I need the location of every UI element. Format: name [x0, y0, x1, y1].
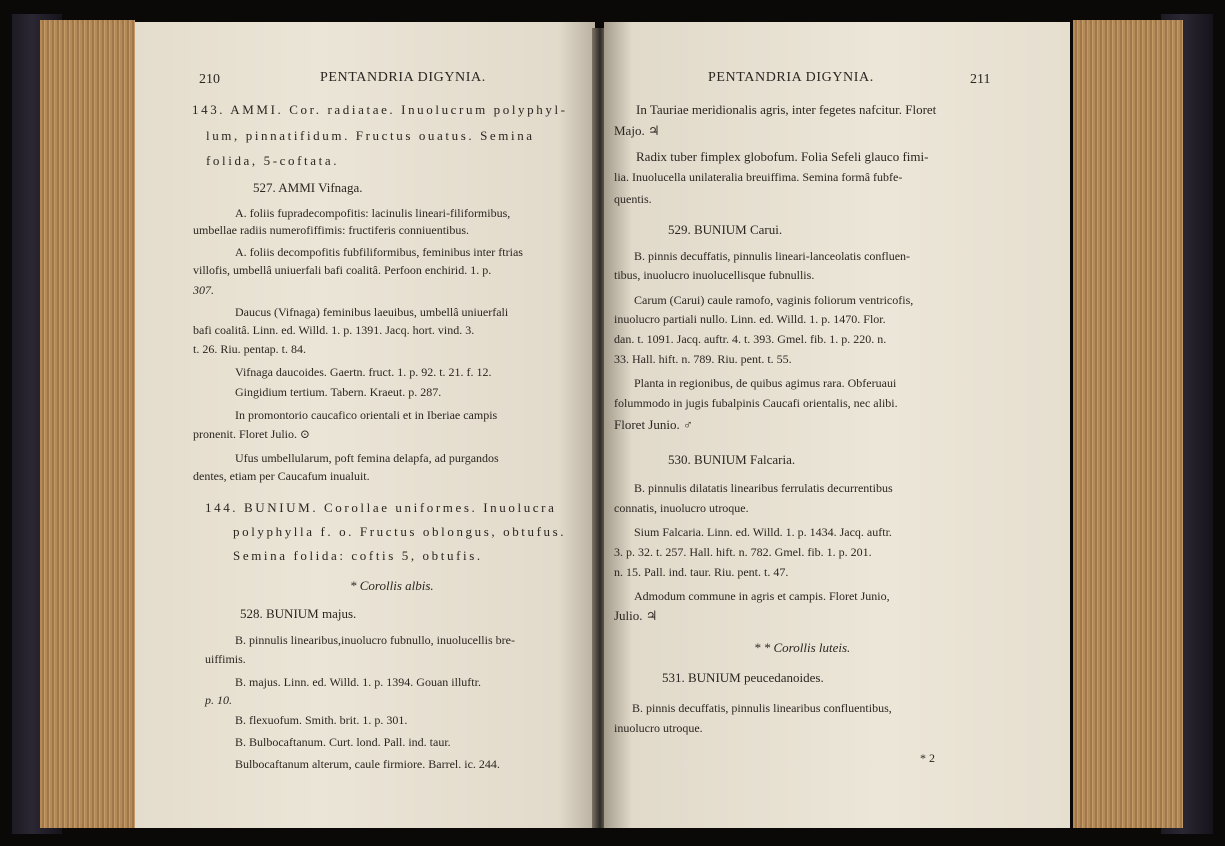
species-529-heading: 529. BUNIUM Carui.	[668, 222, 783, 237]
species-531-heading: 531. BUNIUM peucedanoides.	[662, 670, 824, 685]
text-line: Daucus (Vifnaga) feminibus laeuibus, umbellâ uniuerfali	[235, 305, 509, 319]
text-line: Floret Junio. ♂	[614, 417, 693, 432]
text-line: In Tauriae meridionalis agris, inter fegetes nafcitur. Floret	[636, 102, 937, 117]
text-line: B. majus. Linn. ed. Willd. 1. p. 1394. Gouan illuftr.	[235, 675, 481, 689]
text-line: Planta in regionibus, de quibus agimus rara. Obferuaui	[634, 376, 897, 390]
text-line: A. foliis decompofitis fubfiliformibus, feminibus inter ftrias	[235, 245, 523, 259]
text-line: 307.	[193, 283, 214, 297]
genus-144-line-1: 144. BUNIUM. Corollae uniformes. Inuolucra	[205, 500, 557, 515]
text-line: Julio. ♃	[614, 608, 658, 623]
left-running-head: PENTANDRIA DIGYNIA.	[320, 70, 486, 85]
text-line: Admodum commune in agris et campis. Floret Junio,	[634, 589, 890, 603]
text-line: Bulbocaftanum alterum, caule firmiore. Barrel. ic. 244.	[235, 757, 500, 771]
text-line: Majo. ♃	[614, 123, 660, 138]
section-heading-corollis-luteis: * * Corollis luteis.	[754, 640, 851, 655]
text-line: villofis, umbellâ uniuerfali bafi coalitâ. Perfoon enchirid. 1. p.	[193, 263, 492, 277]
text-line: lia. Inuolucella unilateralia breuiffima. Semina formâ fubfe-	[614, 170, 903, 184]
section-heading-corollis-albis: * Corollis albis.	[350, 578, 434, 593]
text-line: Vifnaga daucoides. Gaertn. fruct. 1. p. 92. t. 21. f. 12.	[235, 365, 492, 379]
left-page-number: 210	[199, 72, 220, 87]
left-page-edges	[40, 20, 135, 828]
species-530-heading: 530. BUNIUM Falcaria.	[668, 452, 796, 467]
text-line: uiffimis.	[205, 652, 246, 666]
species-527-heading: 527. AMMI Vifnaga.	[253, 180, 363, 195]
text-line: B. pinnis decuffatis, pinnulis linearibus confluentibus,	[632, 701, 892, 715]
text-line: Gingidium tertium. Tabern. Kraeut. p. 287.	[235, 385, 442, 399]
text-line: dentes, etiam per Caucafum inualuit.	[193, 469, 370, 483]
text-line: inuolucro utroque.	[614, 721, 703, 735]
right-page	[604, 22, 1070, 828]
genus-143-line-3: folida, 5-coftata.	[206, 153, 340, 168]
text-line: B. Bulbocaftanum. Curt. lond. Pall. ind. taur.	[235, 735, 451, 749]
text-line: 3. p. 32. t. 257. Hall. hift. n. 782. Gmel. fib. 1. p. 201.	[614, 545, 872, 559]
signature-mark: * 2	[920, 751, 935, 765]
text-line: A. foliis fupradecompofitis: lacinulis lineari-filiformibus,	[235, 206, 511, 220]
text-line: In promontorio caucafico orientali et in Iberiae campis	[235, 408, 498, 422]
species-528-heading: 528. BUNIUM majus.	[240, 606, 357, 621]
text-line: quentis.	[614, 192, 652, 206]
right-page-edges	[1073, 20, 1183, 828]
text-line: Carum (Carui) caule ramofo, vaginis foliorum ventricofis,	[634, 293, 914, 307]
text-line: t. 26. Riu. pentap. t. 84.	[193, 342, 306, 356]
text-line: umbellae radiis numerofiffimis: fructiferis conniuentibus.	[193, 223, 470, 237]
text-line: dan. t. 1091. Jacq. auftr. 4. t. 393. Gmel. fib. 1. p. 220. n.	[614, 332, 887, 346]
genus-143-line-2: lum, pinnatifidum. Fructus ouatus. Semina	[206, 128, 535, 143]
text-line: inuolucro partiali nullo. Linn. ed. Willd. 1. p. 1470. Flor.	[614, 312, 886, 326]
text-line: B. pinnulis dilatatis linearibus ferrulatis decurrentibus	[634, 481, 893, 495]
genus-144-line-3: Semina folida: coftis 5, obtufis.	[233, 548, 483, 563]
text-line: pronenit. Floret Julio. ⊙	[193, 427, 311, 441]
text-line: Sium Falcaria. Linn. ed. Willd. 1. p. 1434. Jacq. auftr.	[634, 525, 892, 539]
text-line: tibus, inuolucro inuolucellisque fubnullis.	[614, 268, 815, 282]
text-line: Radix tuber fimplex globofum. Folia Sefeli glauco fimi-	[636, 149, 929, 164]
text-line: n. 15. Pall. ind. taur. Riu. pent. t. 47.	[614, 565, 789, 579]
text-line: B. pinnulis linearibus,inuolucro fubnullo, inuolucellis bre-	[235, 633, 515, 647]
text-line: B. flexuofum. Smith. brit. 1. p. 301.	[235, 713, 408, 727]
text-line: p. 10.	[205, 693, 232, 707]
genus-144-line-2: polyphylla f. o. Fructus oblongus, obtufus.	[233, 524, 567, 539]
text-line: 33. Hall. hift. n. 789. Riu. pent. t. 55.	[614, 352, 792, 366]
right-page-number: 211	[970, 72, 991, 87]
right-running-head: PENTANDRIA DIGYNIA.	[708, 70, 874, 85]
text-line: Ufus umbellularum, poft femina delapfa, ad purgandos	[235, 451, 499, 465]
text-line: bafi coalitâ. Linn. ed. Willd. 1. p. 1391. Jacq. hort. vind. 3.	[193, 323, 475, 337]
text-line: connatis, inuolucro utroque.	[614, 501, 749, 515]
text-line: B. pinnis decuffatis, pinnulis lineari-lanceolatis confluen-	[634, 249, 911, 263]
text-line: folummodo in jugis fubalpinis Caucafi orientalis, nec alibi.	[614, 396, 898, 410]
left-page	[135, 22, 595, 828]
genus-143-line-1: 143. AMMI. Cor. radiatae. Inuolucrum polyphyl-	[192, 102, 568, 117]
